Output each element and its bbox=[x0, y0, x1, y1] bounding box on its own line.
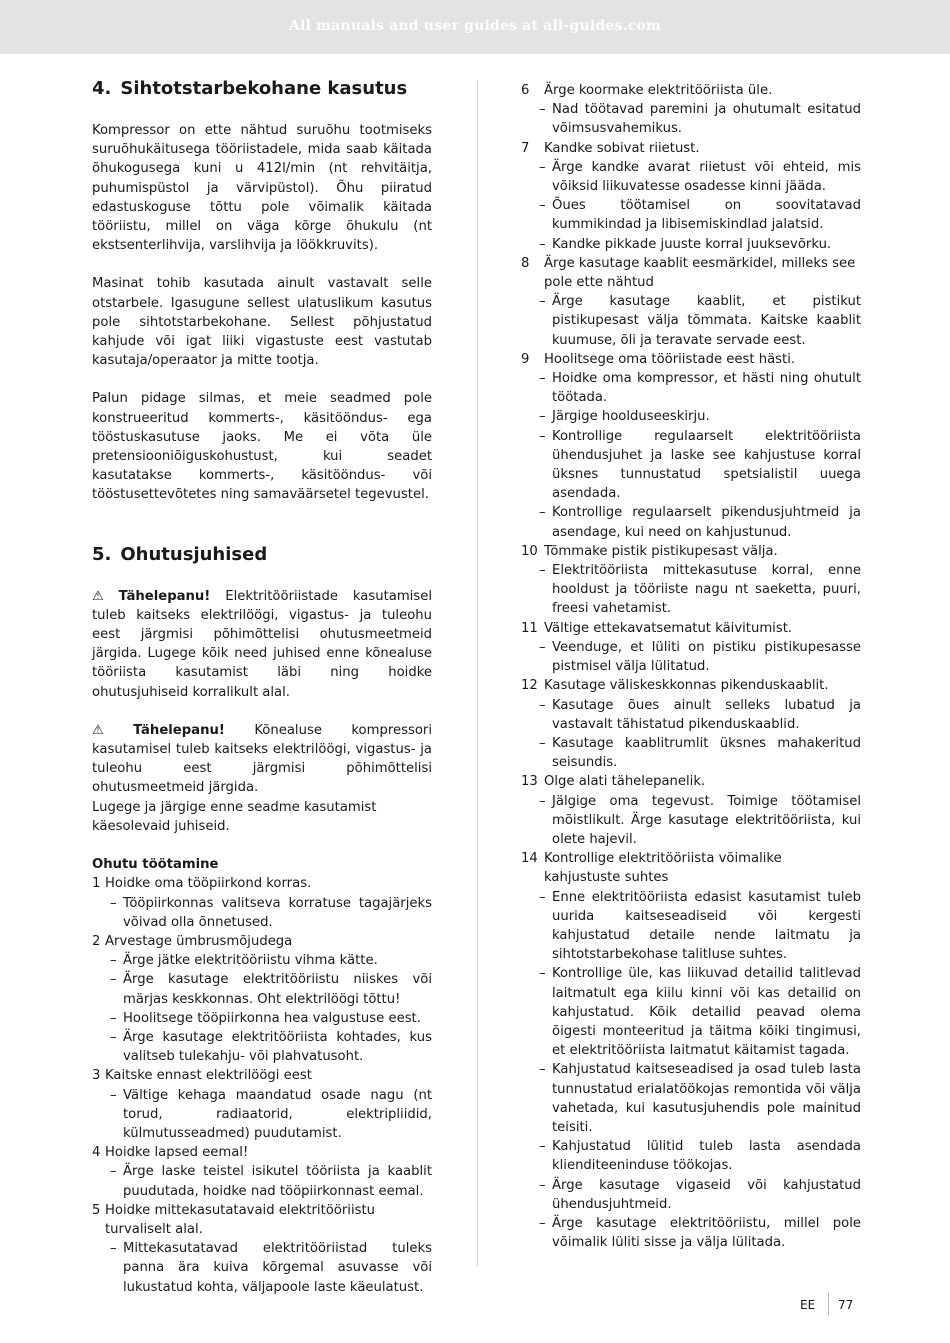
dash-bullet: – bbox=[539, 1139, 546, 1155]
list-item-number: 2 bbox=[92, 933, 101, 949]
list-item-number: 9 bbox=[521, 351, 530, 367]
list-item bbox=[521, 542, 861, 561]
list-item-number: 13 bbox=[521, 774, 538, 790]
warning-text-1: Elektritööriistade kasutamisel tuleb kaitseks elektrilöögi, vigastus- ja tuleohu eest järgmisi põhimõttelisi ohutusmeetmeid järgida. Lugege kõik need juhised enne kõnealuse tööriista kasutamist läbi ning hoidke ohutusjuhiseid korralikult alal. bbox=[92, 588, 432, 700]
dash-bullet: – bbox=[539, 793, 546, 809]
section-4-heading bbox=[92, 77, 432, 101]
sub-list-item bbox=[521, 1214, 861, 1252]
section-5-heading bbox=[92, 543, 432, 567]
list-item-number: 5 bbox=[92, 1202, 101, 1218]
sub-list-item-text: Ärge laske teistel isikutel tööriista ja kaablit puudutada, hoidke nad tööpiirkonnast eemal. bbox=[123, 1164, 432, 1199]
list-item-text: Kontrollige elektritööriista võimalike kahjustuste suhtes bbox=[544, 851, 782, 886]
list-item-text: Hoidke mittekasutatavaid elektritööriistu turvaliselt alal. bbox=[105, 1202, 376, 1237]
sub-list-item bbox=[521, 734, 861, 772]
list-item-text: Ärge kasutage kaablit eesmärkidel, milleks see pole ette nähtud bbox=[544, 255, 856, 291]
list-item-number: 11 bbox=[521, 620, 538, 636]
sub-list-item-text: Kasutage kaablitrumlit üksnes mahakeritud seisundis. bbox=[552, 735, 861, 771]
warning-text-2: Kõnealuse kompressori kasutamisel tuleb kaitseks elektrilöögi, vigastus- ja tuleohu eest järgmisi põhimõttelisi ohutusmeetmeid järgida. bbox=[92, 722, 432, 796]
list-item-text: Hoidke lapsed eemal! bbox=[105, 1145, 249, 1161]
list-item bbox=[92, 1143, 432, 1162]
sub-list-item bbox=[521, 1176, 861, 1214]
sub-list-item-text: Kandke pikkade juuste korral juuksevõrku. bbox=[552, 236, 832, 252]
list-item bbox=[521, 254, 861, 292]
list-item bbox=[521, 772, 861, 791]
dash-bullet: – bbox=[539, 159, 546, 175]
section-5-number: 5. bbox=[92, 543, 112, 565]
sub-list-item bbox=[521, 792, 861, 850]
left-column bbox=[92, 77, 432, 1297]
sub-list-item bbox=[92, 1162, 432, 1200]
right-column bbox=[521, 81, 861, 1252]
section-5-title: Ohutusjuhised bbox=[120, 543, 268, 565]
list-item bbox=[92, 874, 432, 893]
sub-list-item bbox=[521, 503, 861, 541]
section-4-paragraph-1: Kompressor on ette nähtud suruõhu tootmiseks suruõhukäitusega tööriistadele, mida saab käitada õhukogusega kuni u 412l/min (nt rehvitäitja, puhumispüstol ja värvipüstol). Õhu piiratud edastuskoguse tõttu pole võimalik käitada tööriistu, millel on väga kõrge õhukulu (nt ekstsenterlihvija, varslihvija ja löökkruvits). bbox=[92, 123, 432, 254]
section-4-title: Sihtotstarbekohane kasutus bbox=[120, 78, 408, 99]
sub-list-item bbox=[521, 196, 861, 234]
language-code: EE bbox=[800, 1298, 816, 1312]
sub-list-item-text: Kontrollige regulaarselt pikendusjuhtmeid ja asendage, kui need on kahjustunud. bbox=[552, 505, 861, 540]
safety-list-left bbox=[92, 874, 432, 1296]
sub-list-item bbox=[521, 561, 861, 619]
list-item bbox=[521, 139, 861, 158]
list-item-text: Arvestage ümbrusmõjudega bbox=[105, 933, 293, 949]
sub-list-item bbox=[521, 427, 861, 504]
column-divider bbox=[477, 80, 478, 1266]
list-item-text: Hoidke oma tööpiirkond korras. bbox=[105, 876, 312, 892]
dash-bullet: – bbox=[539, 1177, 546, 1193]
sub-list-item-text: Jälgige oma tegevust. Toimige töötamisel mõistlikult. Ärge kasutage elektritööriista, kui olete hajevil. bbox=[552, 793, 861, 847]
list-item-text: Ärge koormake elektritööriista üle. bbox=[544, 83, 773, 98]
warning-paragraph-1 bbox=[92, 587, 432, 702]
sub-list-item bbox=[521, 888, 861, 965]
sub-list-item-text: Järgige hoolduseeskirju. bbox=[552, 409, 710, 425]
list-item-number: 10 bbox=[521, 543, 538, 559]
sub-list-item bbox=[92, 951, 432, 970]
dash-bullet: – bbox=[539, 966, 546, 982]
dash-bullet: – bbox=[539, 102, 546, 118]
dash-bullet: – bbox=[110, 1241, 117, 1257]
sub-list-item-text: Ärge kasutage elektritööriistu niiskes või märjas keskkonnas. Oht elektrilöögi tõttu! bbox=[123, 972, 432, 1007]
sub-list-item bbox=[92, 1086, 432, 1144]
dash-bullet: – bbox=[539, 639, 546, 655]
list-item-text: Kaitske ennast elektrilöögi eest bbox=[105, 1068, 312, 1084]
sub-list-item-text: Ärge kasutage elektritööriista kohtades, kus valitseb tulekahju- või plahvatusoht. bbox=[123, 1029, 432, 1065]
list-item bbox=[92, 1201, 432, 1239]
sub-list-item bbox=[92, 894, 432, 932]
dash-bullet: – bbox=[539, 236, 546, 252]
dash-bullet: – bbox=[539, 198, 546, 214]
sub-list-item bbox=[521, 292, 861, 350]
dash-bullet: – bbox=[110, 1029, 117, 1045]
list-item bbox=[521, 350, 861, 369]
list-item bbox=[521, 849, 861, 887]
sub-list-item bbox=[521, 235, 861, 254]
warning-paragraph-2-extra: Lugege ja järgige enne seadme kasutamist käesolevaid juhiseid. bbox=[92, 799, 377, 834]
sub-list-item-text: Nad töötavad paremini ja ohutumalt esitatud võimsusvahemikus. bbox=[552, 102, 861, 137]
sub-list-item bbox=[92, 1028, 432, 1066]
list-item-number: 6 bbox=[521, 83, 530, 98]
dash-bullet: – bbox=[110, 953, 117, 969]
sub-list-item-text: Tööpiirkonnas valitseva korratuse tagajärjeks võivad olla õnnetused. bbox=[123, 895, 432, 930]
sub-list-item bbox=[521, 369, 861, 407]
list-item bbox=[521, 81, 861, 100]
banner-text: All manuals and user guides at all-guides.com bbox=[289, 18, 661, 34]
sub-list-item-text: Kontrollige regulaarselt elektritööriista ühendusjuhet ja laske see kahjustuse korral üksnes tunnustatud spetsialistil uuega asendada. bbox=[552, 428, 861, 502]
sub-list-item bbox=[521, 638, 861, 676]
dash-bullet: – bbox=[110, 972, 117, 988]
sub-list-item bbox=[521, 407, 861, 426]
dash-bullet: – bbox=[539, 889, 546, 905]
dash-bullet: – bbox=[110, 1164, 117, 1180]
list-item bbox=[521, 619, 861, 638]
list-item-text: Tõmmake pistik pistikupesast välja. bbox=[544, 543, 778, 559]
safety-list-right bbox=[521, 81, 861, 1252]
page-number: 77 bbox=[838, 1298, 854, 1312]
top-banner bbox=[0, 0, 950, 54]
warning-paragraph-2 bbox=[92, 721, 432, 798]
warning-icon: ⚠ bbox=[92, 722, 130, 738]
section-4-paragraph-2: Masinat tohib kasutada ainult vastavalt selle otstarbele. Igasugune sellest ulatuslikum kasutus pole sihtotstarbekohane. Sellest põhjustatud kahjude või igat liiki vigastuste eest vastutab kasutaja/operaator ja mitte tootja. bbox=[92, 276, 432, 369]
sub-list-item bbox=[521, 696, 861, 734]
sub-list-item-text: Mittekasutatavad elektritööriistad tuleks panna ära kuiva kõrgemal asuvasse või lukustatud kohta, väljapoole laste käeulatust. bbox=[123, 1241, 432, 1295]
sub-list-item-text: Kontrollige üle, kas liikuvad detailid talitlevad laitmatult ega kiilu kinni või kas detailid on kahjustatud. Kõik detailid peavad olema õigesti monteeritud ja täitma kõiki tingimusi, et elektritööriista laitmatut käitamist tagada. bbox=[552, 966, 861, 1059]
list-item-number: 1 bbox=[92, 876, 101, 892]
sub-list-item bbox=[92, 1009, 432, 1028]
dash-bullet: – bbox=[539, 563, 546, 579]
list-item-text: Vältige ettekavatsematut käivitumist. bbox=[544, 620, 793, 636]
list-item-number: 7 bbox=[521, 140, 530, 156]
dash-bullet: – bbox=[110, 895, 117, 911]
list-item-text: Olge alati tähelepanelik. bbox=[544, 774, 706, 790]
sub-list-item-text: Ärge kasutage elektritööriistu, millel pole võimalik lüliti sisse ja välja lülitada. bbox=[552, 1215, 861, 1251]
sub-list-item bbox=[521, 1060, 861, 1137]
sub-list-item-text: Õues töötamisel on soovitatavad kummikindad ja libisemiskindlad jalatsid. bbox=[552, 198, 861, 233]
list-item-text: Hoolitsege oma tööriistade eest hästi. bbox=[544, 351, 796, 367]
warning-icon: ⚠ bbox=[92, 588, 115, 604]
sub-list-item-text: Veenduge, et lüliti on pistiku pistikupesasse pistmisel välja lülitatud. bbox=[552, 639, 861, 675]
list-item bbox=[92, 1066, 432, 1085]
warning-label: Tähelepanu! bbox=[133, 722, 225, 738]
sub-list-item-text: Kahjustatud kaitseseadised ja osad tuleb lasta tunnustatud erialatöökojas remontida või välja vahetada, kui kasutusjuhendis pole mainitud teisiti. bbox=[552, 1062, 861, 1135]
sub-list-item-text: Kahjustatud lülitid tuleb lasta asendada klienditeeninduse töökojas. bbox=[552, 1139, 861, 1174]
sub-list-item-text: Ärge kasutage vigaseid või kahjustatud ühendusjuhtmeid. bbox=[552, 1177, 861, 1212]
dash-bullet: – bbox=[110, 1010, 117, 1026]
dash-bullet: – bbox=[539, 294, 546, 310]
list-item-number: 12 bbox=[521, 678, 538, 694]
sub-list-item bbox=[521, 158, 861, 196]
section-4-paragraph-3: Palun pidage silmas, et meie seadmed pole konstrueeritud kommerts-, käsitööndus- ega tööstuskasutuse jaoks. Me ei võta üle pretensiooniõiguskohustust, kui seadet kasutatakse kommerts-, käsitööndus- või tööstusettevõtetes ning samaväärsetel tegevustel. bbox=[92, 391, 432, 503]
list-item-text: Kasutage väliskeskkonnas pikenduskaablit. bbox=[544, 678, 829, 694]
footer-separator bbox=[828, 1292, 829, 1316]
warning-label: Tähelepanu! bbox=[118, 588, 211, 604]
sub-list-item-text: Vältige kehaga maandatud osade nagu (nt torud, radiaatorid, elektripliidid, külmutusseadmed) puudutamist. bbox=[123, 1087, 432, 1141]
dash-bullet: – bbox=[539, 1062, 546, 1078]
list-item-number: 3 bbox=[92, 1068, 101, 1084]
list-item-text: Kandke sobivat riietust. bbox=[544, 140, 700, 156]
sub-list-item-text: Kasutage õues ainult selleks lubatud ja vastavalt tähistatud pikenduskaablid. bbox=[552, 697, 861, 732]
dash-bullet: – bbox=[539, 371, 546, 387]
sub-list-item-text: Ärge jätke elektritööriistu vihma kätte. bbox=[123, 953, 378, 969]
section-4-number: 4. bbox=[92, 78, 112, 99]
sub-list-item bbox=[92, 970, 432, 1008]
dash-bullet: – bbox=[539, 735, 546, 751]
sub-list-item bbox=[521, 100, 861, 138]
list-item bbox=[521, 676, 861, 695]
dash-bullet: – bbox=[539, 1215, 546, 1231]
sub-list-item bbox=[521, 964, 861, 1060]
sub-list-item-text: Hoidke oma kompressor, et hästi ning ohutult töötada. bbox=[552, 371, 861, 406]
dash-bullet: – bbox=[539, 428, 546, 444]
safe-work-subheading: Ohutu töötamine bbox=[92, 857, 219, 873]
sub-list-item bbox=[92, 1239, 432, 1297]
list-item bbox=[92, 932, 432, 951]
page-footer bbox=[0, 1296, 950, 1316]
sub-list-item-text: Ärge kandke avarat riietust või ehteid, mis võiksid liikuvatesse osadesse kinni jääda. bbox=[552, 159, 861, 195]
sub-list-item-text: Hoolitsege tööpiirkonna hea valgustuse eest. bbox=[123, 1010, 421, 1026]
sub-list-item-text: Enne elektritööriista edasist kasutamist tuleb uurida kaitseseadiseid või kergesti kahjustatud detaile nende laitmatu ja sihtotstarbekohase talitluse suhtes. bbox=[552, 889, 861, 963]
list-item-number: 8 bbox=[521, 255, 530, 271]
list-item-number: 14 bbox=[521, 851, 538, 867]
sub-list-item-text: Elektritööriista mittekasutuse korral, enne hooldust ja tööriiste nagu nt saeketta, puuri, freesi vahetamist. bbox=[552, 563, 861, 617]
dash-bullet: – bbox=[110, 1087, 117, 1103]
list-item-number: 4 bbox=[92, 1145, 101, 1161]
dash-bullet: – bbox=[539, 697, 546, 713]
dash-bullet: – bbox=[539, 505, 546, 521]
sub-list-item bbox=[521, 1137, 861, 1175]
sub-list-item-text: Ärge kasutage kaablit, et pistikut pistikupesast välja tõmmata. Kaitske kaablit kuumuse, õli ja teravate servade eest. bbox=[552, 294, 861, 348]
dash-bullet: – bbox=[539, 409, 546, 425]
